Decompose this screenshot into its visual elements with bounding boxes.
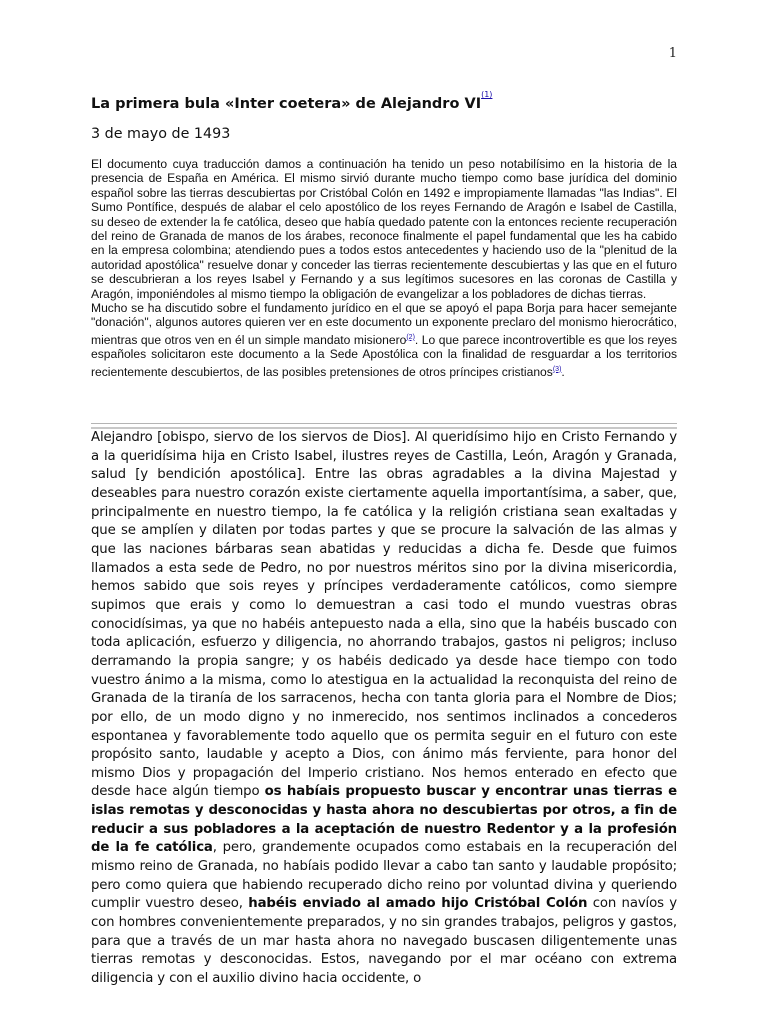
bull-emphasis-1: os habíais propuesto buscar y encontrar unas tierras e islas remotas y desconocidas y hasta ahora no descubiertas por otros, a fin de reducir a sus pobladores a la aceptación de nuestro Redentor y a la profesión de la fe católica <box>91 784 677 856</box>
intro-paragraph-2-text-b: . Lo que parece incontrovertible es que los reyes españoles solicitaron este documento a la Sede Apostólica con la finalidad de resguardar a los territorios recientemente descubiertos, de las posibles pretensiones de otros príncipes cristianos <box>91 332 677 379</box>
intro-paragraph-2-text-c: . <box>561 364 565 379</box>
intro-paragraph-2-text-a: Mucho se ha discutido sobre el fundamento jurídico en el que se apoyó el papa Borja para hacer semejante "donación", algunos autores quieren ver en este documento un exponente preclaro del monismo hierocrático, mientras que otros ven en él un simple mandato misionero <box>91 301 677 347</box>
document-date: 3 de mayo de 1493 <box>91 126 231 142</box>
footnote-link-3[interactable]: (3) <box>552 365 562 373</box>
page-number: 1 <box>668 46 677 61</box>
bull-text <box>91 429 677 989</box>
title-text: La primera bula «Inter coetera» de Alejandro VI <box>91 95 482 112</box>
intro-paragraph-2 <box>91 301 677 379</box>
bull-text-1: Alejandro [obispo, siervo de los siervos de Dios]. Al queridísimo hijo en Cristo Fernando y a la queridísima hija en Cristo Isabel, ilustres reyes de Castilla, León, Aragón y Granada, salud [y bendición apostólica]. Entre las obras agradables a la divina Majestad y deseables para nuestro corazón existe ciertamente aquella importantísima, a saber, que, principalmente en nuestro tiempo, la fe católica y la religión cristiana sean exaltadas y que se amplíen y dilaten por todas partes y que se procure la salvación de las almas y que las naciones bárbaras sean abatidas y reducidas a dicha fe. Desde que fuimos llamados a esta sede de Pedro, no por nuestros méritos sino por la divina misericordia, hemos sabido que sois reyes y príncipes verdaderamente católicos, como siempre supimos que erais y como lo demuestran a casi todo el mundo vuestras obras conocidísimas, ya que no habéis antepuesto nada a ella, sino que la habéis buscado con toda aplicación, esfuerzo y diligencia, no ahorrando trabajos, gastos ni peligros; incluso derramando la propia sangre; y os habéis dedicado ya desde hace tiempo con todo vuestro ánimo a la misma, como lo atestigua en la actualidad la reconquista del reino de Granada de la tiranía de los sarracenos, hecha con tanta gloria para el Nombre de Dios; por ello, de un modo digno y no inmerecido, nos sentimos inclinados a concederos espontanea y favorablemente todo aquello que os permita seguir en el futuro con este propósito santo, laudable y acepto a Dios, con ánimo más ferviente, para honor del mismo Dios y propagación del Imperio cristiano. Nos hemos enterado en efecto que desde hace algún tiempo <box>91 430 677 800</box>
introduction <box>91 157 677 379</box>
intro-paragraph-1: El documento cuya traducción damos a continuación ha tenido un peso notabilísimo en la historia de la presencia de España en América. El mismo sirvió durante mucho tiempo como base jurídica del dominio español sobre las tierras descubiertas por Cristóbal Colón en 1492 e impropiamente llamadas "las Indias". El Sumo Pontífice, después de alabar el celo apostólico de los reyes Fernando de Aragón e Isabel de Castilla, su deseo de extender la fe católica, deseo que había quedado patente con la entonces reciente recuperación del reino de Granada de manos de los árabes, reconoce finalmente el papel fundamental que les ha cabido en la empresa colombina; atendiendo pues a todos estos antecedentes y haciendo uso de la "plenitud de la autoridad apostólica" resuelve donar y conceder las tierras recientemente descubiertas y las que en el futuro se descubrieran a los reyes Isabel y Fernando y a sus legítimos sucesores en las coronas de Castilla y Aragón, imponiéndoles al mismo tiempo la obligación de evangelizar a los pobladores de dichas tierras. <box>91 157 677 301</box>
bull-paragraph <box>91 429 677 989</box>
bull-text-2: , pero, grandemente ocupados como estabais en la recuperación del mismo reino de Granada, no habíais podido llevar a cabo tan santo y laudable propósito; pero como quiera que habiendo recuperado dicho reino por voluntad divina y queriendo cumplir vuestro deseo, <box>91 840 677 912</box>
footnote-link-2[interactable]: (2) <box>406 333 415 341</box>
bull-emphasis-2: habéis enviado al amado hijo Cristóbal Colón <box>248 896 588 912</box>
footnote-link-1[interactable]: (1) <box>481 90 493 99</box>
section-divider <box>91 423 677 424</box>
document-title <box>91 90 681 112</box>
bull-text-3: con navíos y con hombres convenientemente preparados, y no sin grandes trabajos, peligros y gastos, para que a través de un mar hasta ahora no navegado buscasen diligentemente unas tierras remotas y desconocidas. Estos, navegando por el mar océano con extrema diligencia y con el auxilio divino hacia occidente, o <box>91 896 677 987</box>
